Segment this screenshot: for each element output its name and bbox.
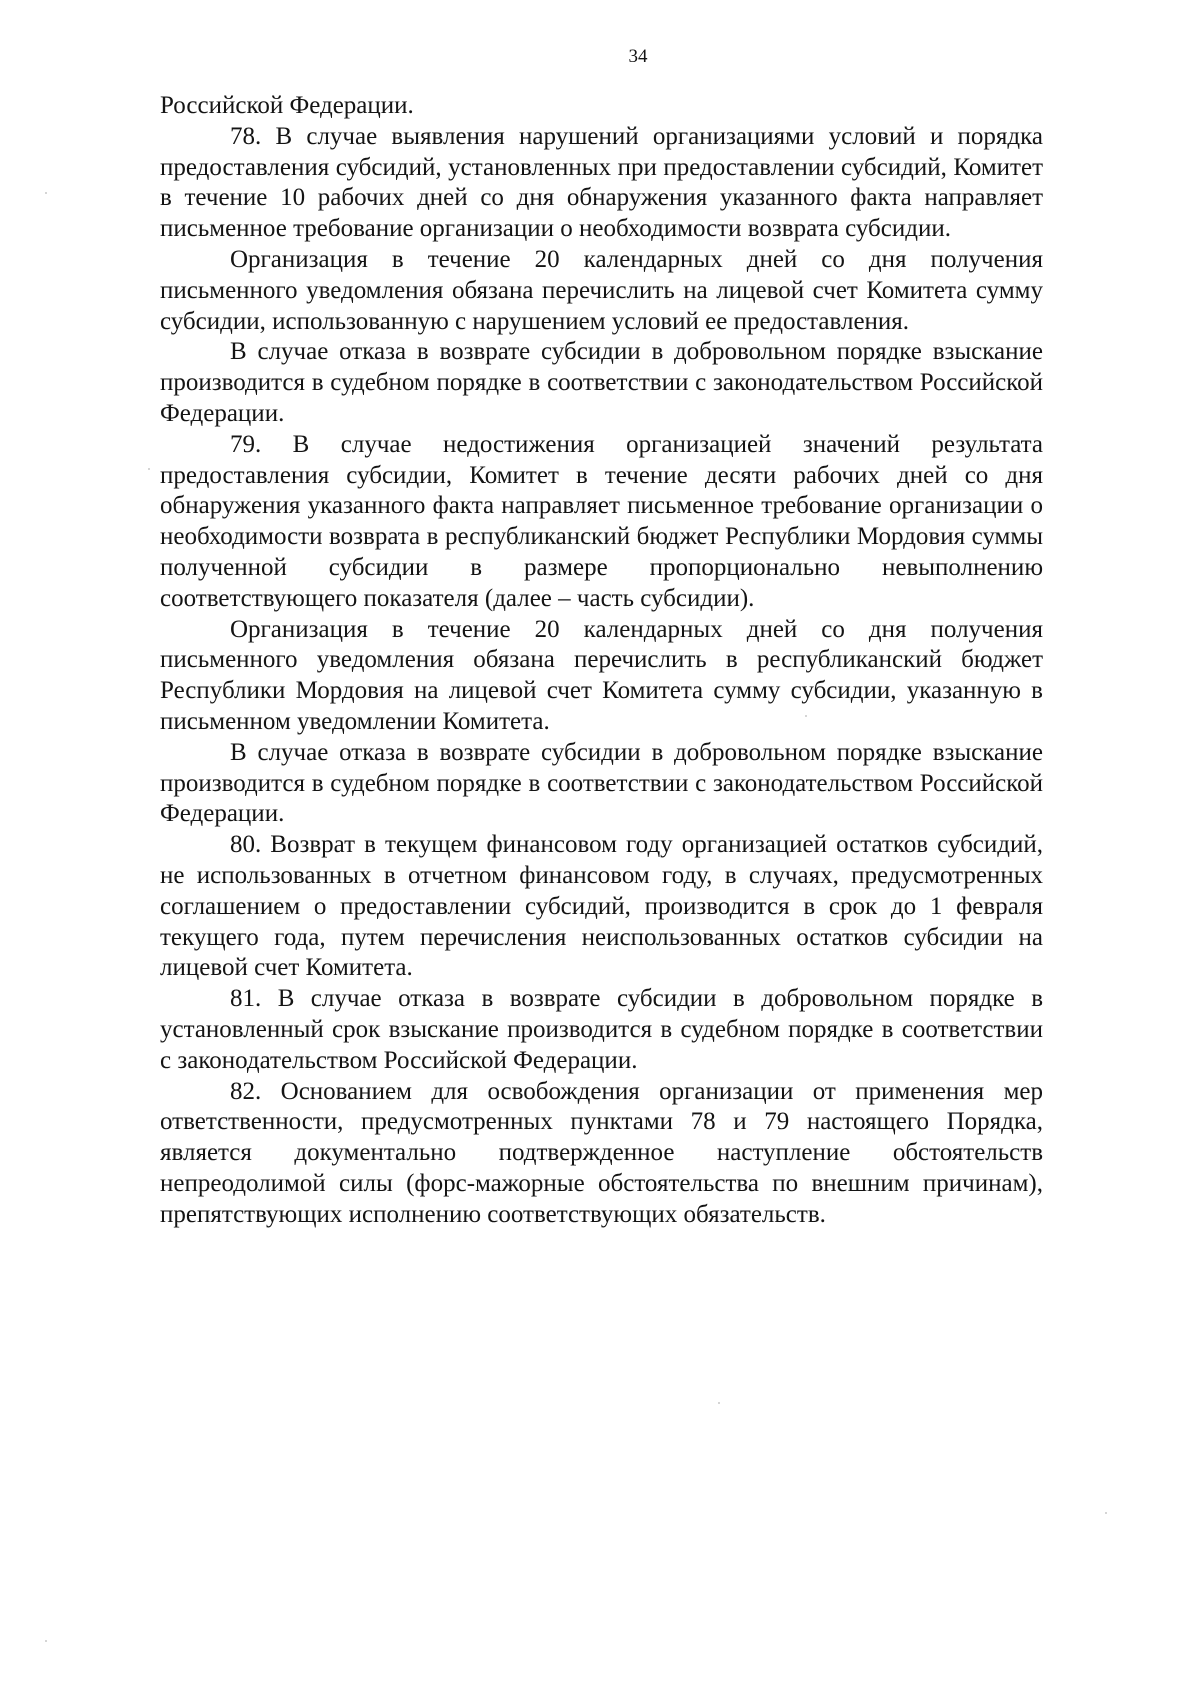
paragraph-item-82: 82. Основанием для освобождения организации от применения мер ответственности, предусмотренных пунктами 78 и 79 настоящего Порядка, является документально подтвержденное наступление обстоятельств непреодолимой силы (форс-мажорные обстоятельства по внешним причинам), препятствующих исполнению соответствующих обязательств. [160, 1077, 1043, 1228]
paragraph: Организация в течение 20 календарных дней со дня получения письменного уведомления обязана перечислить в республиканский бюджет Республики Мордовия на лицевой счет Комитета сумму субсидии, указанную в письменном уведомлении Комитета. [160, 615, 1043, 735]
paragraph: В случае отказа в возврате субсидии в добровольном порядке взыскание производится в судебном порядке в соответствии с законодательством Российской Федерации. [160, 338, 1043, 427]
paragraph-item-79: 79. В случае недостижения организацией значений результата предоставления субсидии, Комитет в течение десяти рабочих дней со дня обнаружения указанного факта направляет письменное требование организации о необходимости возврата в республиканский бюджет Республики Мордовия суммы полученной субсидии в размере пропорционально невыполнению соответствующего показателя (далее – часть субсидии). [160, 430, 1043, 612]
paragraph: В случае отказа в возврате субсидии в добровольном порядке взыскание производится в судебном порядке в соответствии с законодательством Российской Федерации. [160, 738, 1043, 828]
paragraph-continuation: Российской Федерации. [160, 92, 414, 119]
scan-speck [1105, 1512, 1107, 1514]
page-number: 34 [628, 46, 648, 67]
scan-speck [805, 715, 807, 717]
scan-speck [45, 192, 47, 194]
paragraph-item-81: 81. В случае отказа в возврате субсидии в добровольном порядке в установленный срок взыскание производится в судебном порядке в соответствии с законодательством Российской Федерации. [160, 985, 1043, 1074]
scan-speck [718, 1402, 720, 1404]
paragraph-item-80: 80. Возврат в текущем финансовом году организацией остатков субсидий, не использованных в отчетном финансовом году, в случаях, предусмотренных соглашением о предоставлении субсидий, производится в срок до 1 февраля текущего года, путем перечисления неиспользованных остатков субсидии на лицевой счет Комитета. [160, 831, 1043, 982]
scan-speck [148, 468, 150, 470]
paragraph-item-78: 78. В случае выявления нарушений организациями условий и порядка предоставления субсидий, установленных при предоставлении субсидий, Комитет в течение 10 рабочих дней со дня обнаружения указанного факта направляет письменное требование организации о необходимости возврата субсидии. [160, 122, 1043, 243]
scan-speck [45, 1640, 47, 1642]
paragraph: Организация в течение 20 календарных дней со дня получения письменного уведомления обязана перечислить на лицевой счет Комитета сумму субсидии, использованную с нарушением условий ее предоставления. [160, 245, 1043, 335]
document-body [160, 91, 1043, 1230]
